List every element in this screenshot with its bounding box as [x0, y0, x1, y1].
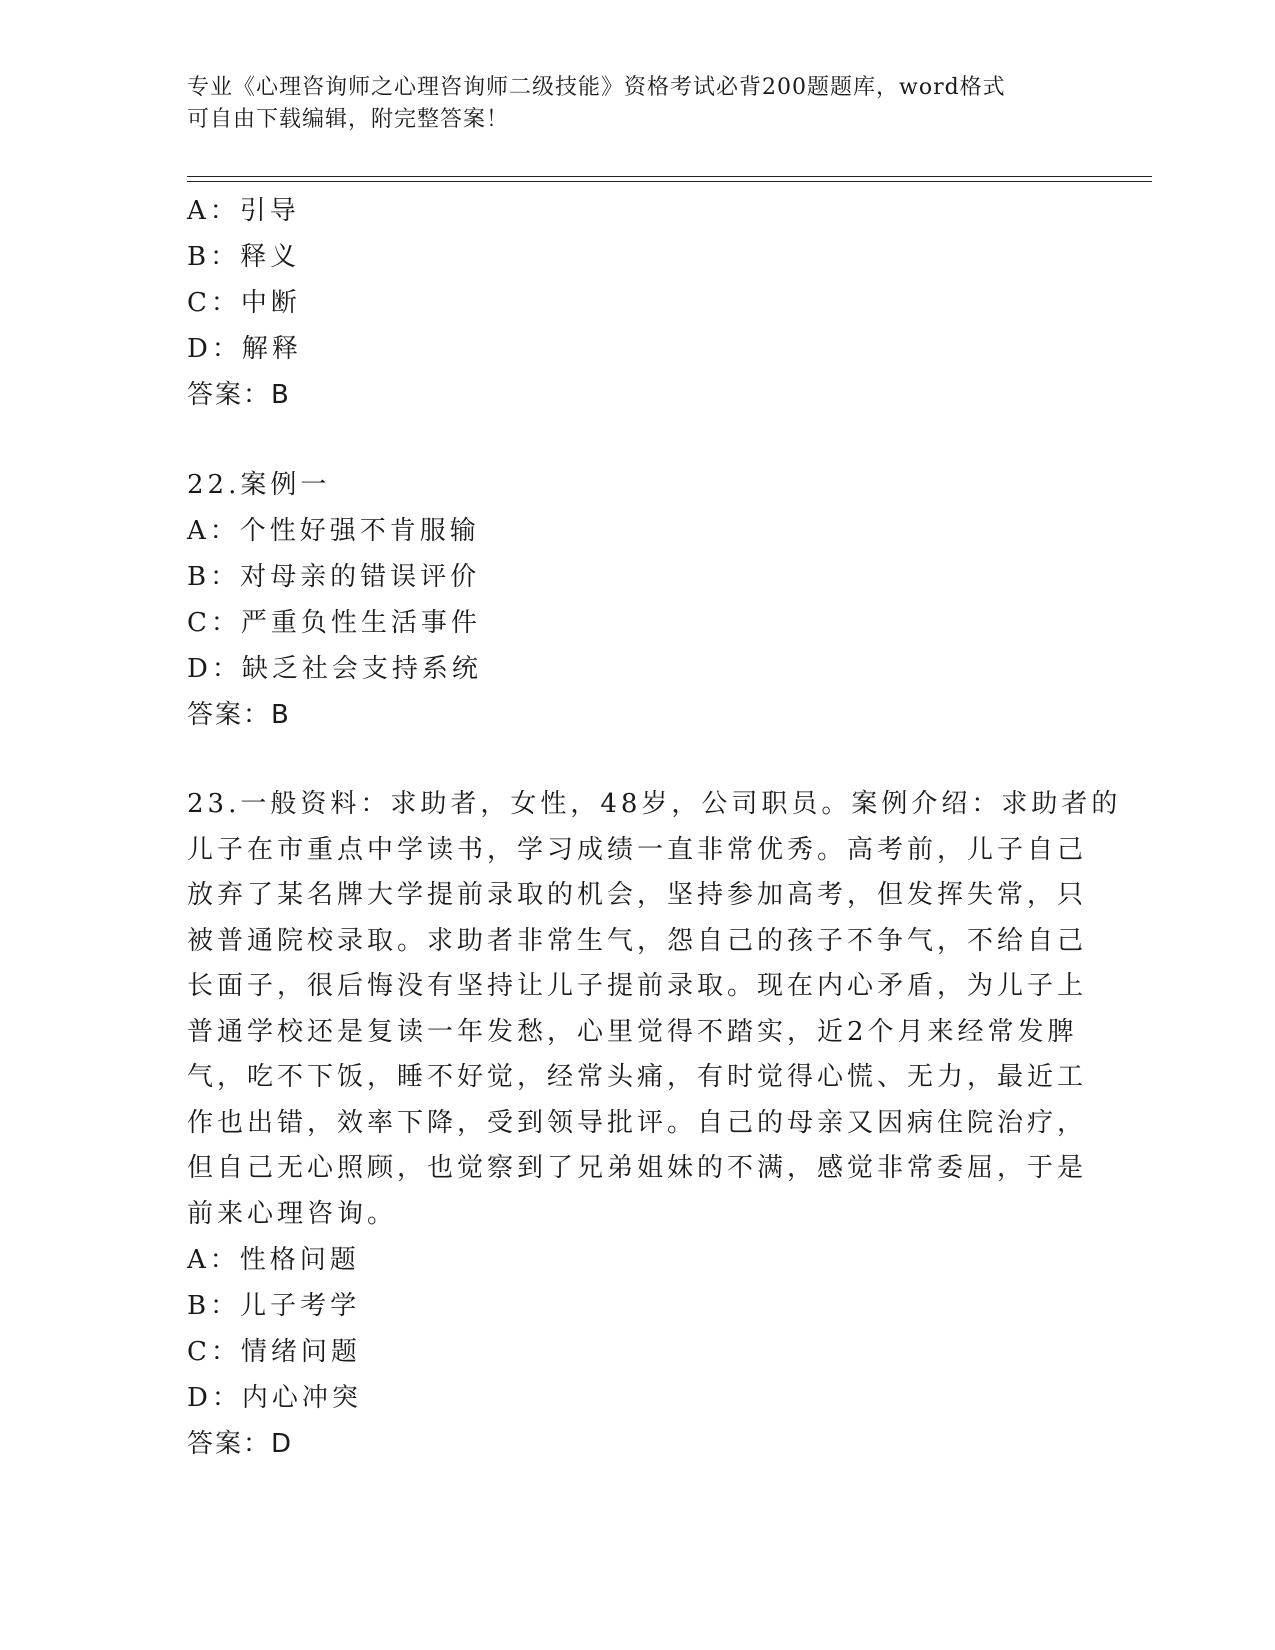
option-d: D：内心冲突 [187, 1383, 362, 1413]
header-line-1: 专业《心理咨询师之心理咨询师二级技能》资格考试必背200题题库，word格式 [187, 75, 1006, 100]
option-b: B：儿子考学 [187, 1291, 361, 1321]
spacer [187, 738, 1087, 782]
header-divider-bottom [187, 181, 1152, 182]
question-text-line: 放弃了某名牌大学提前录取的机会，坚持参加高考，但发挥失常，只 [187, 880, 1088, 910]
question-23 [187, 782, 1122, 1467]
option-d: D：解释 [187, 334, 302, 364]
option-a: A：性格问题 [187, 1245, 360, 1275]
option-c: C：严重负性生活事件 [187, 608, 481, 638]
question-text-line: 普通学校还是复读一年发愁，心里觉得不踏实，近2个月来经常发脾 [187, 1016, 1078, 1047]
header-line-2: 可自由下载编辑，附完整答案！ [187, 107, 510, 132]
question-text-line: 儿子在市重点中学读书，学习成绩一直非常优秀。高考前，儿子自己 [187, 834, 1088, 865]
question-text-line: 23.一般资料：求助者，女性，48岁，公司职员。案例介绍：求助者的 [187, 789, 1122, 819]
question-21 [187, 188, 1087, 418]
answer-line: 答案：B [187, 380, 291, 410]
question-text-line: 但自己无心照顾，也觉察到了兄弟姐妹的不满，感觉非常委屈，于是 [187, 1153, 1088, 1183]
header-divider-top [187, 176, 1152, 177]
option-b: B：释义 [187, 242, 301, 272]
question-text [187, 782, 1122, 1237]
answer-line: 答案：D [187, 1429, 294, 1459]
option-d: D：缺乏社会支持系统 [187, 654, 482, 684]
option-c: C：中断 [187, 288, 301, 318]
option-c: C：情绪问题 [187, 1337, 361, 1367]
question-text-line: 长面子，很后悔没有坚持让儿子提前录取。现在内心矛盾，为儿子上 [187, 971, 1088, 1001]
question-text-line: 被普通院校录取。求助者非常生气，怨自己的孩子不争气，不给自己 [187, 925, 1088, 956]
option-a: A：引导 [187, 196, 300, 226]
spacer [187, 418, 1087, 462]
option-b: B：对母亲的错误评价 [187, 562, 481, 592]
option-a: A：个性好强不肯服输 [187, 516, 480, 546]
question-text-line: 气，吃不下饭，睡不好觉，经常头痛，有时觉得心慌、无力，最近工 [187, 1062, 1088, 1092]
question-22 [187, 462, 1087, 738]
question-text-line: 前来心理咨询。 [187, 1198, 398, 1229]
question-text: 22.案例一 [187, 470, 331, 500]
document-header [187, 72, 1067, 136]
answer-line: 答案：B [187, 700, 291, 730]
question-list [187, 188, 1122, 1467]
question-text-line: 作也出错，效率下降，受到领导批评。自己的母亲又因病住院治疗， [187, 1107, 1088, 1138]
